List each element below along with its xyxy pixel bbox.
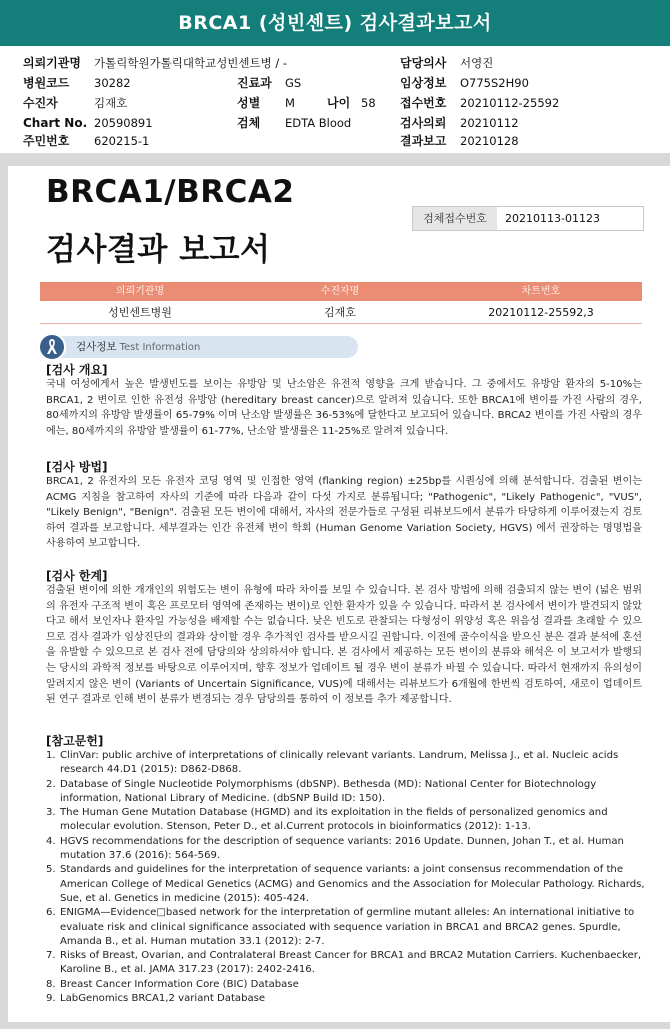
specimen-value: EDTA Blood: [285, 116, 352, 130]
reference-text: Database of Single Nucleotide Polymorphisms (dbSNP). Bethesda (MD): National Center for Biotechnology information, National Library of Medicine. (dbSNP Build ID: 150).: [60, 778, 597, 804]
code-label: 병원코드: [23, 76, 70, 90]
dept-label: 진료과: [237, 76, 272, 90]
report-date-label: 결과보고: [400, 134, 447, 148]
request-value: 20210112: [460, 116, 519, 130]
patient-value: 김재호: [94, 96, 128, 110]
reference-text: Breast Cancer Information Core (BIC) Database: [60, 978, 299, 990]
specimen-receipt-box: [412, 206, 644, 231]
age-label: 나이: [327, 96, 351, 110]
list-item: [46, 778, 646, 807]
table-cell-patient: 김재호: [324, 306, 356, 319]
method-title: [검사 방법]: [46, 460, 108, 474]
limitation-title: [검사 한계]: [46, 569, 108, 583]
receipt-label: 접수번호: [400, 96, 447, 110]
reference-number: 4.: [46, 835, 56, 847]
report-date-value: 20210128: [460, 134, 519, 148]
list-item: [46, 906, 646, 949]
tab-label: 검사정보: [76, 341, 117, 353]
reference-text: ENIGMA—Evidence□based network for the interpretation of germline mutant alleles: An international initiative to evaluate risk and clinical significance associated with sequence variation in BRCA1 and BRCA2 genes. Spurdle, Amanda B., et al. Human mutation 33.1 (2012): 2-7.: [60, 907, 635, 947]
list-item: [46, 749, 646, 778]
reference-text: HGVS recommendations for the description of sequence variants: 2016 Update. Dunnen, Johan T., et al. Human mutation 37.6 (2016): 564-569.: [60, 835, 624, 862]
reference-text: LabGenomics BRCA1,2 variant Database: [60, 993, 266, 1005]
table-cell-chart: 20210112-25592,3: [488, 306, 594, 319]
table-header-chart: 차트번호: [521, 286, 561, 297]
awareness-ribbon-icon: [38, 333, 66, 361]
reference-text: Risks of Breast, Ovarian, and Contralateral Breast Cancer for BRCA1 and BRCA2 Mutation Carriers. Kuchenbaecker, Karoline B., et al. JAMA 317.23 (2017): 2402-2416.: [60, 950, 642, 976]
list-item: [46, 835, 646, 864]
specimen-receipt-label: 검체접수번호: [413, 207, 497, 230]
specimen-receipt-value: 20210113-01123: [505, 212, 600, 225]
panel-separator: [0, 153, 670, 166]
reference-text: The Human Gene Mutation Database (HGMD) and its exploitation in the fields of personalized genomics and molecular evolution. Stenson, Peter D., et al.Current protocols in bioinformatics (2012): 1-13.: [60, 807, 608, 833]
reference-number: 8.: [46, 978, 56, 990]
document-title-line1: BRCA1/BRCA2: [46, 174, 295, 210]
report-title-bar: [0, 0, 670, 46]
test-information-tab: [46, 336, 358, 358]
patient-label: 수진자: [23, 96, 58, 110]
dept-value: GS: [285, 76, 302, 90]
list-item: [46, 978, 646, 992]
list-item: [46, 992, 646, 1006]
reference-number: 3.: [46, 807, 56, 819]
reference-number: 5.: [46, 864, 56, 876]
reference-number: 9.: [46, 993, 56, 1005]
rrn-label: 주민번호: [23, 134, 70, 148]
method-text: BRCA1, 2 유전자의 모든 유전자 코딩 영역 및 인접한 영역 (flanking region) ±25bp를 시퀀싱에 의해 분석합니다. 검출된 변이는 ACMG 지침을 참고하여 자사의 기준에 따라 다음과 같이 다섯 가지로 분류됩니다; "Pathogenic", "Likely Pathogenic", "VUS", "Likely Benign", "Benign". 검출된 모든 변이에 대해서, 자사의 전문가들로 구성된 리뷰보드에서 분류가 타당하게 이루어졌는지 검토하여 결과를 보고합니다. 세부결과는 인간 유전체 변이 학회 (Human Genome Variation Society, HGVS) 에서 권장하는 명명법을 사용하여 보고합니다.: [46, 476, 642, 550]
hospital-label: 의뢰기관명: [23, 56, 81, 70]
specimen-label: 검체: [237, 116, 261, 130]
clinical-value: O775S2H90: [460, 76, 529, 90]
code-value: 30282: [94, 76, 131, 90]
references-title: [참고문헌]: [46, 734, 104, 748]
reference-number: 6.: [46, 907, 56, 919]
overview-title: [검사 개요]: [46, 363, 108, 377]
limitation-text: 검출된 변이에 의한 개개인의 위험도는 변이 유형에 따라 차이를 보일 수 있습니다. 본 검사 방법에 의해 검출되지 않는 변이 (넓은 범위의 유전자 구조적 변이 혹은 프로모터 영역에 존재하는 변이)로 인한 환자가 있을 수 있습니다. 따라서 본 검사에서 변이가 발견되지 않았다고 해서 보인자나 환자일 가능성을 배제할 수는 없습니다. 낮은 빈도로 관찰되는 다형성이 위양성 혹은 위음성 결과를 초래할 수 있으므로 검사 결과가 임상진단의 결과와 상이할 경우 추가적인 검사를 받으시길 권합니다. 이전에 골수이식을 받으신 분은 결과 분석에 혼선을 유발할 수 있으므로 본 검사 전에 담당의와 상의하셔야 합니다. 본 검사에서 제공하는 모든 변이의 분류와 해석은 이 보고서가 발행되는 당시의 과학적 정보를 바탕으로 이루어지며, 향후 정보가 업데이트 될 경우 변이 분류가 바뀔 수 있습니다. 따라서 현재까지 유의성이 알려지지 않은 변이 (Variants of Uncertain Significance, VUS)에 대해서는 리뷰보드가 6개월에 한번씩 검토하여, 새로이 업데이트된 연구 결과로 인해 변이 분류가 변경되는 경우 담당의를 통하여 이 정보를 추가 제공합니다.: [46, 585, 642, 706]
doctor-label: 담당의사: [400, 56, 447, 70]
chart-no-value: 20590891: [94, 116, 153, 130]
bottom-margin: [0, 1022, 670, 1029]
patient-summary-table: [40, 282, 642, 324]
table-header-row: [40, 282, 642, 301]
list-item: [46, 806, 646, 835]
table-header-hospital: 의뢰기관명: [115, 286, 165, 297]
references-list: [46, 749, 646, 1006]
age-value: 58: [361, 96, 376, 110]
patient-info-panel: [0, 49, 670, 153]
sex-value: M: [285, 96, 295, 110]
reference-text: Standards and guidelines for the interpretation of sequence variants: a joint consensus recommendation of the American College of Medical Genetics (ACMG) and Genomics and the Association for Molecular Pathology. Richards, Sue, et al. Genetics in medicine (2015): 405-424.: [60, 864, 645, 904]
table-row: [40, 301, 642, 324]
receipt-value: 20210112-25592: [460, 96, 560, 110]
table-cell-hospital: 성빈센트병원: [108, 306, 172, 319]
report-document[interactable]: [8, 166, 670, 1022]
doctor-value: 서영진: [460, 56, 494, 70]
tab-label-en: Test Information: [119, 342, 201, 353]
reference-text: ClinVar: public archive of interpretations of clinically relevant variants. Landrum, Melissa J., et al. Nucleic acids research 44.D1 (2015): D862-D868.: [60, 750, 619, 776]
clinical-label: 임상정보: [400, 76, 447, 90]
reference-number: 2.: [46, 778, 56, 790]
list-item: [46, 863, 646, 906]
table-header-patient: 수진자명: [320, 286, 360, 297]
hospital-value: 가톨릭학원가톨릭대학교성빈센트병 / -: [94, 56, 288, 70]
chart-no-label: Chart No.: [23, 116, 88, 130]
sex-label: 성별: [237, 96, 261, 110]
list-item: [46, 949, 646, 978]
request-label: 검사의뢰: [400, 116, 447, 130]
overview-text: 국내 여성에게서 높은 발생빈도를 보이는 유방암 및 난소암은 유전적 영향을 크게 받습니다. 그 중에서도 유방암 환자의 5-10%는 BRCA1, 2 변이로 인한 유전성 유방암 (hereditary breast cancer)으로 알려져 있습니다. 또한 BRCA1에 변이를 가진 사람의 경우, 80세까지의 유방암 발생률이 65-79% 이며 난소암 발생률은 36-53%에 달한다고 보고되어 있습니다. BRCA2 변이를 가진 사람의 경우에는, 80세까지의 유방암 발생률이 61-77%, 난소암 발생률은 11-25%로 알려져 있습니다.: [46, 379, 642, 437]
report-title: BRCA1 (성빈센트) 검사결과보고서: [178, 12, 492, 34]
document-title-line2: 검사결과 보고서: [46, 232, 271, 268]
reference-number: 7.: [46, 950, 56, 962]
reference-number: 1.: [46, 750, 56, 761]
rrn-value: 620215-1: [94, 134, 150, 148]
